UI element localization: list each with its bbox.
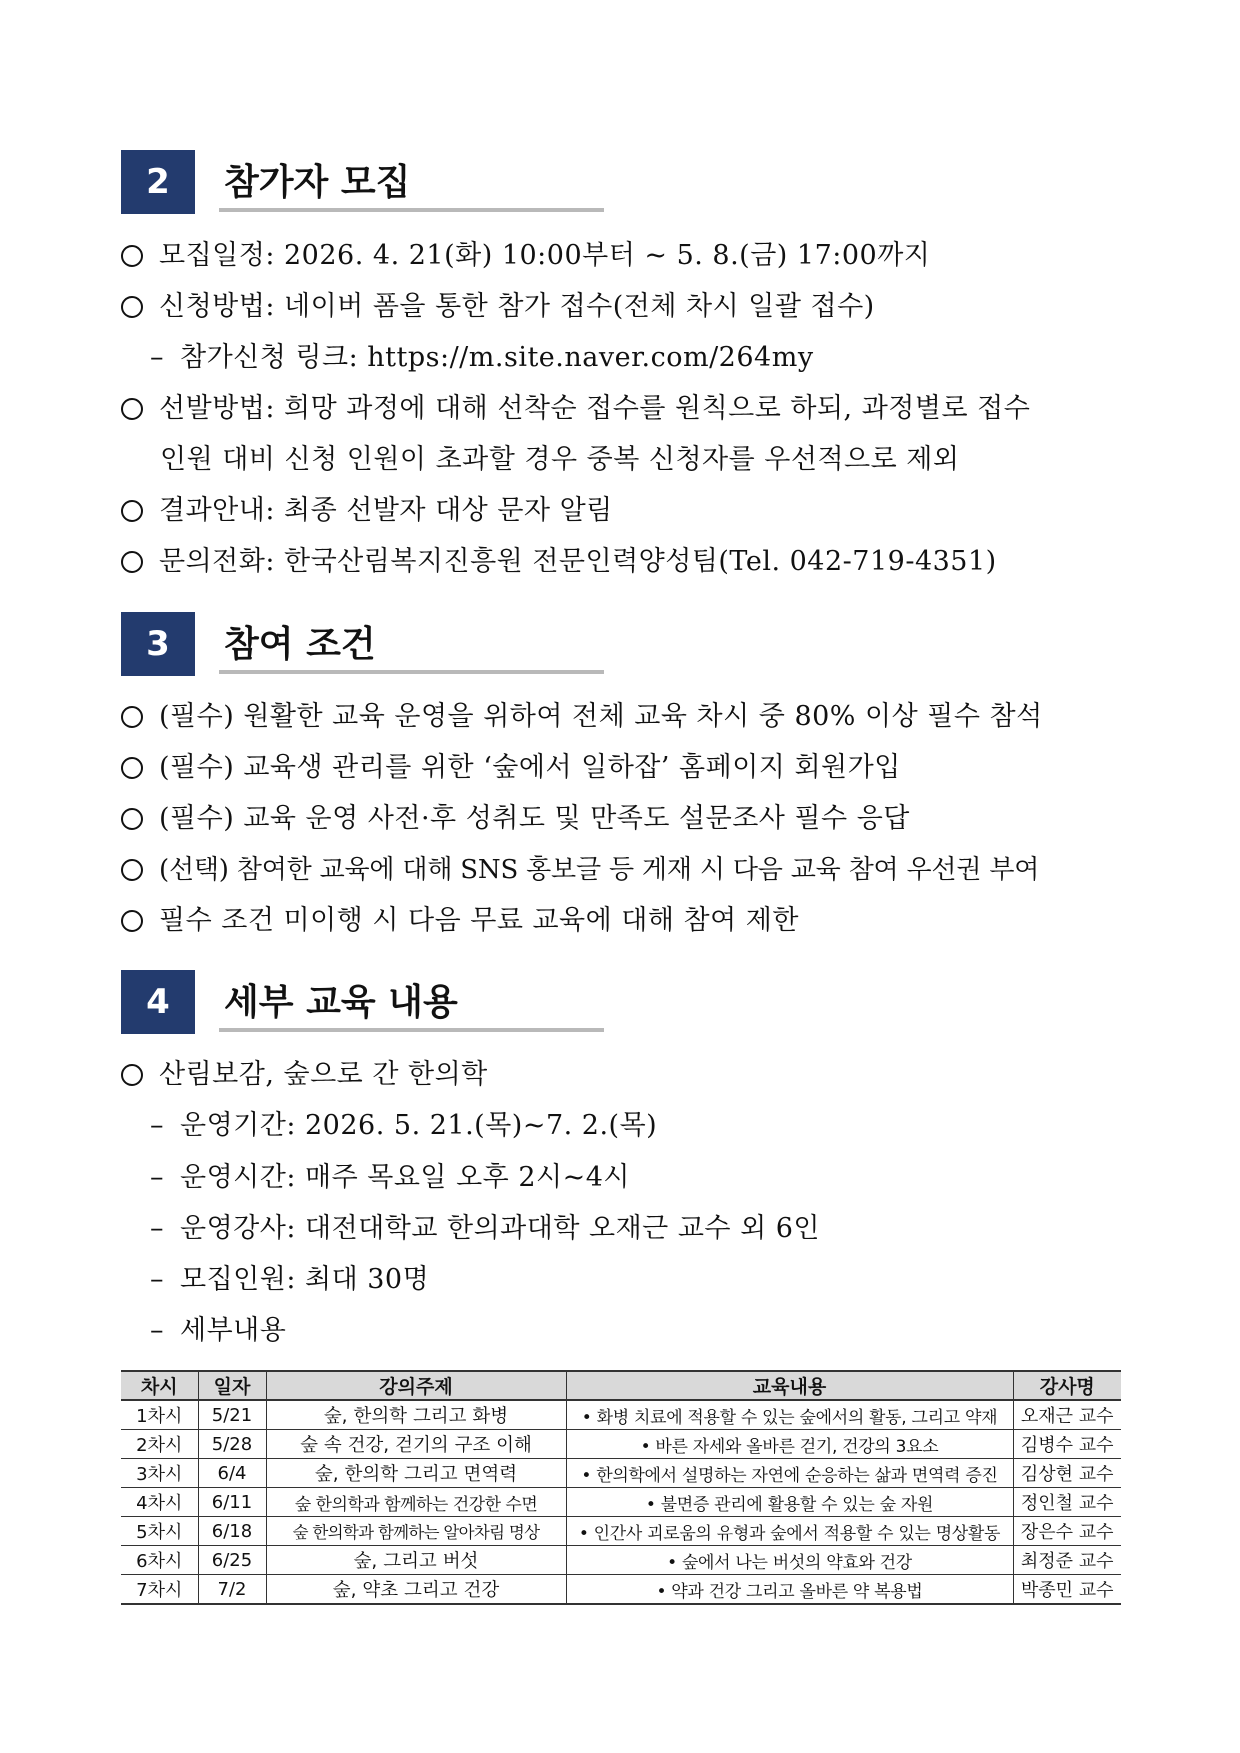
item-text: 신청방법: 네이버 폼을 통한 참가 접수(전체 차시 일괄 접수): [159, 291, 875, 322]
column-header-topic: 강의주제: [266, 1371, 566, 1400]
table-row: [121, 1400, 1121, 1430]
circle-bullet-icon: [121, 910, 143, 932]
circle-bullet-icon: [121, 551, 143, 573]
item-text: (필수) 교육 운영 사전·후 성취도 및 만족도 설문조사 필수 응답: [159, 803, 910, 834]
section-number: 4: [121, 970, 195, 1034]
cell-date: 6/4: [198, 1459, 266, 1488]
cell-topic: 숲, 그리고 버섯: [266, 1546, 566, 1575]
cell-date: 6/25: [198, 1546, 266, 1575]
item-text: 산림보감, 숲으로 간 한의학: [159, 1059, 488, 1090]
dash-icon: –: [150, 1315, 164, 1346]
item-text: 운영기간: 2026. 5. 21.(목)~7. 2.(목): [180, 1110, 658, 1141]
cell-topic: 숲 한의학과 함께하는 건강한 수면: [266, 1488, 566, 1517]
item-text: 문의전화: 한국산림복지진흥원 전문인력양성팀(Tel. 042-719-4351): [159, 546, 997, 577]
circle-bullet-icon: [121, 1064, 143, 1086]
item-text: (필수) 원활한 교육 운영을 위하여 전체 교육 차시 중 80% 이상 필수 참석: [159, 701, 1043, 732]
circle-bullet-icon: [121, 398, 143, 420]
cell-content: • 숲에서 나는 버섯의 약효와 건강: [566, 1546, 1013, 1575]
circle-bullet-icon: [121, 245, 143, 267]
cell-session: 3차시: [121, 1459, 198, 1488]
circle-bullet-icon: [121, 296, 143, 318]
column-header-content: 교육내용: [566, 1371, 1013, 1400]
dash-icon: –: [150, 1162, 164, 1193]
cell-instructor: 김상현 교수: [1013, 1459, 1121, 1488]
circle-bullet-icon: [121, 808, 143, 830]
item-text: 운영시간: 매주 목요일 오후 2시~4시: [180, 1162, 630, 1193]
cell-instructor: 오재근 교수: [1013, 1400, 1121, 1430]
section-title: 참여 조건: [224, 624, 376, 665]
section-number: 3: [121, 612, 195, 676]
section-underline: [219, 208, 604, 212]
schedule-table: [121, 1370, 1121, 1605]
list-subitem: [150, 1211, 820, 1247]
list-subitem: [150, 1108, 657, 1144]
section-4-header: [121, 970, 606, 1034]
list-item: [121, 1057, 488, 1093]
table-header-row: [121, 1371, 1121, 1400]
table-row: [121, 1546, 1121, 1575]
item-text: 운영강사: 대전대학교 한의과대학 오재근 교수 외 6인: [180, 1213, 820, 1244]
cell-instructor: 정인철 교수: [1013, 1488, 1121, 1517]
cell-session: 1차시: [121, 1400, 198, 1430]
section-title: 참가자 모집: [224, 162, 411, 203]
list-item: [121, 903, 799, 939]
cell-instructor: 최정준 교수: [1013, 1546, 1121, 1575]
cell-content: • 약과 건강 그리고 올바른 약 복용법: [566, 1575, 1013, 1605]
list-item: [121, 750, 901, 786]
cell-topic: 숲, 한의학 그리고 면역력: [266, 1459, 566, 1488]
cell-date: 6/18: [198, 1517, 266, 1546]
cell-topic: 숲, 약초 그리고 건강: [266, 1575, 566, 1605]
circle-bullet-icon: [121, 500, 143, 522]
cell-instructor: 장은수 교수: [1013, 1517, 1121, 1546]
column-header-session: 차시: [121, 1371, 198, 1400]
list-item: [121, 391, 1030, 427]
item-text: 결과안내: 최종 선발자 대상 문자 알림: [159, 495, 613, 526]
cell-date: 5/21: [198, 1400, 266, 1430]
cell-session: 6차시: [121, 1546, 198, 1575]
circle-bullet-icon: [121, 859, 143, 881]
cell-topic: 숲 속 건강, 걷기의 구조 이해: [266, 1430, 566, 1459]
cell-session: 5차시: [121, 1517, 198, 1546]
cell-date: 7/2: [198, 1575, 266, 1605]
dash-icon: –: [150, 342, 164, 373]
circle-bullet-icon: [121, 706, 143, 728]
item-text: 선발방법: 희망 과정에 대해 선착순 접수를 원칙으로 하되, 과정별로 접수: [159, 393, 1031, 424]
cell-session: 4차시: [121, 1488, 198, 1517]
item-text: (필수) 교육생 관리를 위한 ‘숲에서 일하잡’ 홈페이지 회원가입: [159, 752, 901, 783]
cell-content: • 바른 자세와 올바른 걷기, 건강의 3요소: [566, 1430, 1013, 1459]
list-subitem: [150, 1160, 630, 1196]
cell-topic: 숲 한의학과 함께하는 알아차림 명상: [266, 1517, 566, 1546]
list-item: [121, 544, 997, 580]
section-2-header: [121, 150, 606, 214]
item-text: 모집일정: 2026. 4. 21(화) 10:00부터 ~ 5. 8.(금) 17:00까지: [159, 240, 931, 271]
circle-bullet-icon: [121, 757, 143, 779]
list-item: [121, 493, 613, 529]
cell-instructor: 박종민 교수: [1013, 1575, 1121, 1605]
list-subitem: [150, 1262, 429, 1298]
table-row: [121, 1575, 1121, 1605]
cell-content: • 인간사 괴로움의 유형과 숲에서 적용할 수 있는 명상활동: [566, 1517, 1013, 1546]
list-item: [121, 801, 910, 837]
list-subitem: [150, 340, 814, 376]
table-row: [121, 1488, 1121, 1517]
list-subitem: [150, 1313, 286, 1349]
dash-icon: –: [150, 1213, 164, 1244]
item-text: 세부내용: [180, 1315, 287, 1346]
section-underline: [219, 670, 604, 674]
cell-session: 7차시: [121, 1575, 198, 1605]
list-item: [121, 699, 1043, 735]
section-underline: [219, 1028, 604, 1032]
list-item: [121, 852, 1039, 888]
cell-content: • 한의학에서 설명하는 자연에 순응하는 삶과 면역력 증진: [566, 1459, 1013, 1488]
table-row: [121, 1517, 1121, 1546]
cell-date: 6/11: [198, 1488, 266, 1517]
dash-icon: –: [150, 1264, 164, 1295]
table-row: [121, 1430, 1121, 1459]
list-item: [121, 238, 930, 274]
column-header-instructor: 강사명: [1013, 1371, 1121, 1400]
cell-date: 5/28: [198, 1430, 266, 1459]
cell-content: • 화병 치료에 적용할 수 있는 숲에서의 활동, 그리고 약재: [566, 1400, 1013, 1430]
cell-content: • 불면증 관리에 활용할 수 있는 숲 자원: [566, 1488, 1013, 1517]
item-text: 모집인원: 최대 30명: [180, 1264, 430, 1295]
cell-topic: 숲, 한의학 그리고 화병: [266, 1400, 566, 1430]
cell-session: 2차시: [121, 1430, 198, 1459]
dash-icon: –: [150, 1110, 164, 1141]
item-text: 참가신청 링크: https://m.site.naver.com/264my: [180, 342, 814, 373]
section-3-header: [121, 612, 606, 676]
column-header-date: 일자: [198, 1371, 266, 1400]
item-text: (선택) 참여한 교육에 대해 SNS 홍보글 등 게재 시 다음 교육 참여 우선권 부여: [159, 855, 1040, 885]
cell-instructor: 김병수 교수: [1013, 1430, 1121, 1459]
table-row: [121, 1459, 1121, 1488]
list-item-continuation: [160, 442, 959, 478]
section-number: 2: [121, 150, 195, 214]
list-item: [121, 289, 875, 325]
item-text: 필수 조건 미이행 시 다음 무료 교육에 대해 참여 제한: [159, 905, 799, 936]
section-title: 세부 교육 내용: [224, 982, 458, 1023]
item-text: 인원 대비 신청 인원이 초과할 경우 중복 신청자를 우선적으로 제외: [160, 444, 960, 475]
